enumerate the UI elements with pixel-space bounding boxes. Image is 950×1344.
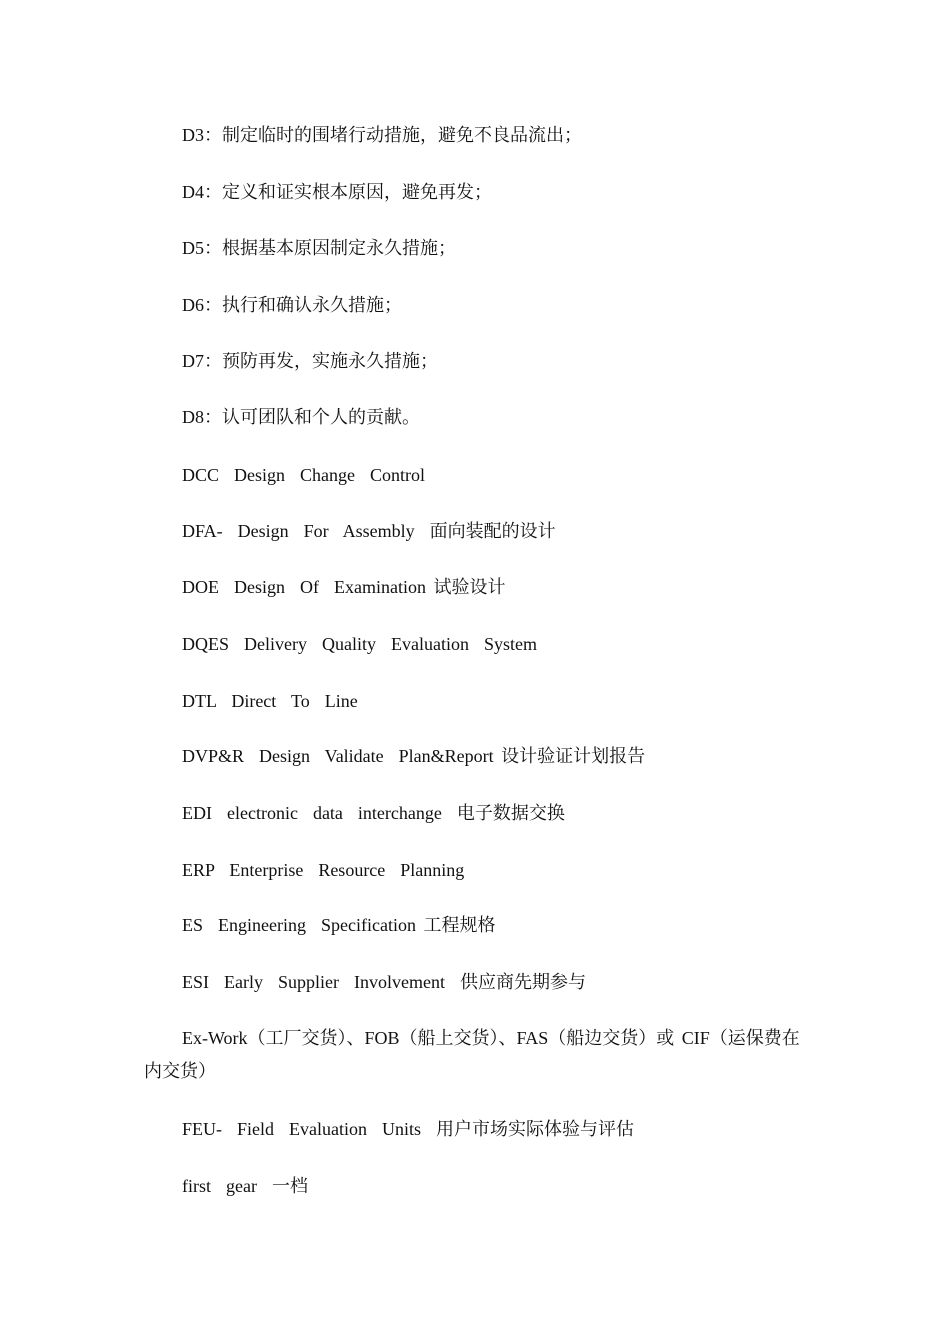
entry-dfa: DFA- Design For Assembly 面向装配的设计: [182, 521, 556, 541]
entry-first-gear: first gear 一档: [182, 1176, 308, 1196]
entry-es: ES Engineering Specification 工程规格: [182, 915, 496, 935]
entry-d6: D6：执行和确认永久措施；: [182, 295, 402, 315]
entry-feu: FEU- Field Evaluation Units 用户市场实际体验与评估: [182, 1119, 634, 1139]
entry-d8: D8：认可团队和个人的贡献。: [182, 407, 420, 427]
entry-incoterms: Ex-Work（工厂交货）、FOB（船上交货）、FAS（船边交货）或 CIF（运保费在内交货）: [144, 1028, 800, 1081]
entry-dcc: DCC Design Change Control: [182, 465, 425, 485]
entry-edi: EDI electronic data interchange 电子数据交换: [182, 803, 565, 823]
entry-d4: D4：定义和证实根本原因，避免再发；: [182, 182, 492, 202]
entry-doe: DOE Design Of Examination 试验设计: [182, 577, 506, 597]
entry-dqes: DQES Delivery Quality Evaluation System: [182, 634, 537, 654]
entry-d5: D5：根据基本原因制定永久措施；: [182, 238, 456, 258]
entry-d3: D3：制定临时的围堵行动措施，避免不良品流出；: [182, 125, 582, 145]
entry-dtl: DTL Direct To Line: [182, 691, 358, 711]
entry-esi: ESI Early Supplier Involvement 供应商先期参与: [182, 972, 586, 992]
entry-erp: ERP Enterprise Resource Planning: [182, 860, 465, 880]
entry-dvpr: DVP&R Design Validate Plan&Report 设计验证计划报告: [182, 746, 646, 766]
entry-d7: D7：预防再发，实施永久措施；: [182, 351, 438, 371]
